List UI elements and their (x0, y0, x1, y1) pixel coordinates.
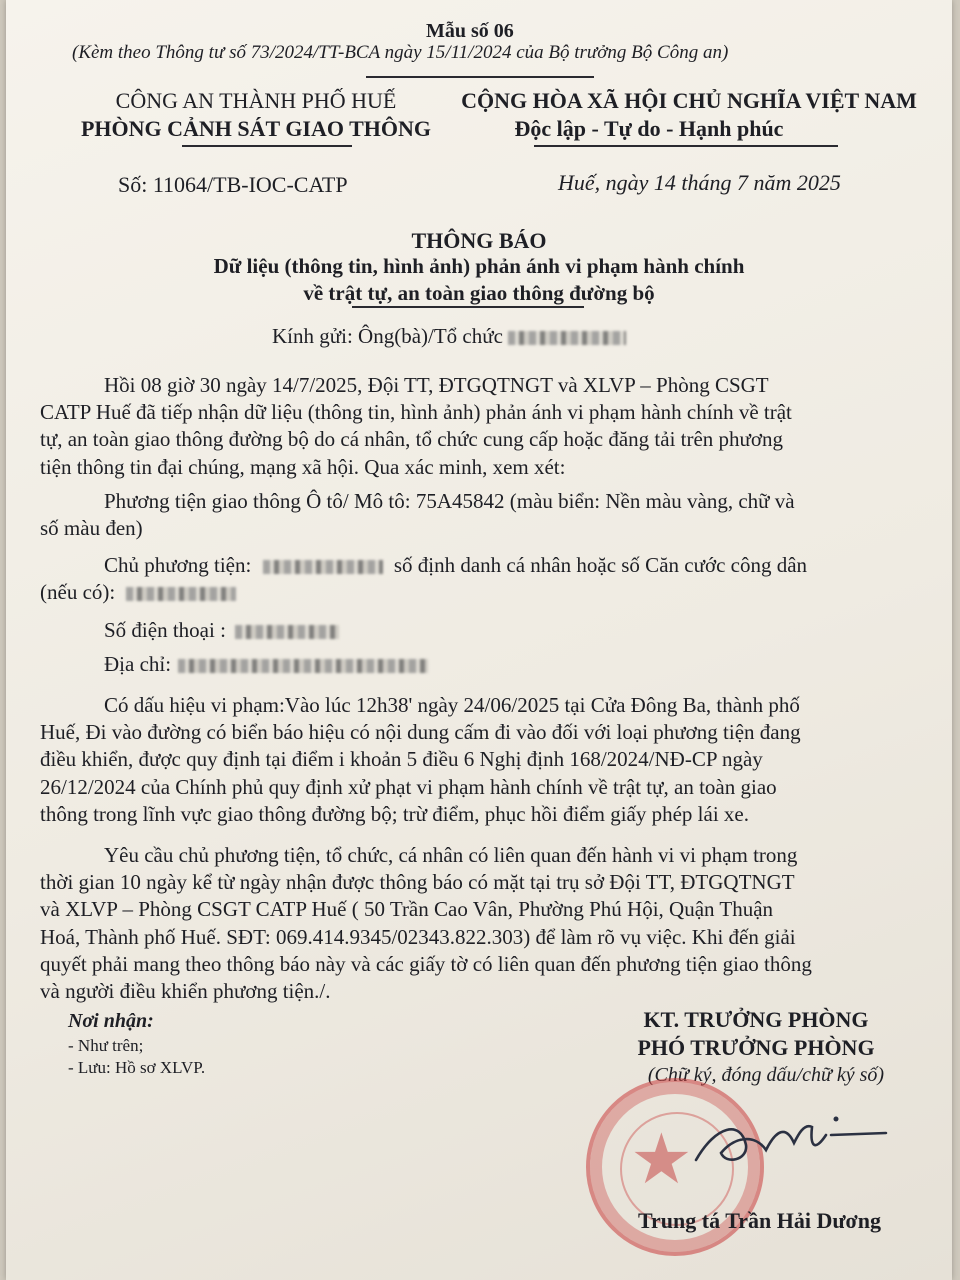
violation-line: Huế, Đi vào đường có biển báo hiệu có nội dung cấm đi vào đối với loại phương tiện đang (40, 720, 801, 745)
attached-note: (Kèm theo Thông tư số 73/2024/TT-BCA ngày 15/11/2024 của Bộ trưởng Bộ Công an) (72, 42, 729, 63)
intro-line: tiện thông tin đại chúng, mạng xã hội. Qua xác minh, xem xét: (40, 454, 566, 479)
document-page (6, 0, 952, 1280)
recipient-item: - Lưu: Hồ sơ XLVP. (68, 1058, 206, 1077)
header-divider (366, 76, 594, 78)
redacted-phone (235, 625, 339, 639)
title-underline (352, 306, 584, 308)
request-line: và người điều khiển phương tiện./. (40, 979, 331, 1004)
address-label: Địa chỉ: (104, 652, 172, 676)
violation-line: 26/12/2024 của Chính phủ quy định xử phạt vi phạm hành chính về trật tự, an toàn giao (40, 774, 777, 799)
place-date: Huế, ngày 14 tháng 7 năm 2025 (558, 170, 841, 195)
violation-paragraph (40, 692, 920, 828)
notice-title: THÔNG BÁO (411, 228, 547, 253)
nation-motto: Độc lập - Tự do - Hạnh phúc (514, 116, 784, 141)
request-line: thời gian 10 ngày kể từ ngày nhận được thông báo có mặt tại trụ sở Đội TT, ĐTGQTNGT (40, 870, 795, 895)
document-number: Số: 11064/TB-IOC-CATP (118, 172, 348, 197)
request-line: và XLVP – Phòng CSGT CATP Huế ( 50 Trần Cao Vân, Phường Phú Hội, Quận Thuận (40, 897, 774, 922)
signature-title-1: KT. TRƯỞNG PHÒNG (643, 1007, 869, 1032)
signer-name: Trung tá Trần Hải Dương (638, 1208, 881, 1233)
signature-note: (Chữ ký, đóng dấu/chữ ký số) (647, 1064, 885, 1086)
request-paragraph (40, 842, 930, 1005)
redacted-address (178, 659, 428, 673)
notice-subtitle-2: về trật tự, an toàn giao thông đường bộ (303, 281, 655, 305)
intro-line: tự, an toàn giao thông đường bộ do cá nhân, tổ chức cung cấp hoặc đăng tải trên phương (40, 427, 784, 452)
vehicle-line: Phương tiện giao thông Ô tô/ Mô tô: 75A45842 (màu biển: Nền màu vàng, chữ và (104, 489, 795, 513)
nation-title: CỘNG HÒA XÃ HỘI CHỦ NGHĨA VIỆT NAM (461, 88, 917, 113)
recipient-line (272, 324, 626, 349)
signature-title-2: PHÓ TRƯỞNG PHÒNG (637, 1035, 875, 1060)
redacted-id (126, 587, 236, 601)
redacted-owner (263, 560, 383, 574)
recipient-item: - Như trên; (68, 1036, 144, 1055)
owner-label: Chủ phương tiện: (104, 553, 252, 577)
address-line (104, 652, 428, 677)
request-line: quyết phải mang theo thông báo này và các giấy tờ có liên quan đến phương tiện giao thông (40, 951, 812, 976)
intro-line: Hồi 08 giờ 30 ngày 14/7/2025, Đội TT, ĐTGQTNGT và XLVP – Phòng CSGT (104, 373, 769, 397)
id-label-cont: (nếu có): (40, 580, 116, 604)
request-line: Hoá, Thành phố Huế. SĐT: 069.414.9345/02343.822.303) để làm rõ vụ việc. Khi đến giải (40, 924, 796, 949)
violation-line: thông trong lĩnh vực giao thông đường bộ; trừ điểm, phục hồi điểm giấy phép lái xe. (40, 801, 749, 826)
motto-underline (534, 145, 838, 147)
handwritten-signature (686, 1105, 896, 1185)
agency-underline (182, 145, 352, 147)
phone-line (104, 618, 339, 643)
recipient-label: Kính gửi: Ông(bà)/Tổ chức (272, 324, 503, 348)
notice-subtitle-1: Dữ liệu (thông tin, hình ảnh) phản ánh vi phạm hành chính (213, 254, 745, 278)
recipients-title: Nơi nhận: (68, 1010, 154, 1032)
id-label: số định danh cá nhân hoặc số Căn cước công dân (393, 553, 808, 577)
intro-line: CATP Huế đã tiếp nhận dữ liệu (thông tin, hình ảnh) phản ánh vi phạm hành chính về trật (40, 400, 792, 425)
violation-line: Có dấu hiệu vi phạm:Vào lúc 12h38' ngày 24/06/2025 tại Cửa Đông Ba, thành phố (104, 693, 800, 717)
form-number: Mẫu số 06 (426, 20, 514, 42)
id-line (40, 580, 236, 605)
owner-line (104, 553, 807, 578)
violation-line: điều khiển, được quy định tại điểm i khoản 5 điều 6 Nghị định 168/2024/NĐ-CP ngày (40, 747, 763, 772)
vehicle-line: số màu đen) (40, 516, 143, 541)
phone-label: Số điện thoại : (104, 618, 226, 642)
intro-paragraph (40, 372, 920, 481)
agency-department: PHÒNG CẢNH SÁT GIAO THÔNG (80, 116, 431, 141)
vehicle-paragraph (40, 488, 920, 542)
request-line: Yêu cầu chủ phương tiện, tổ chức, cá nhân có liên quan đến hành vi vi phạm trong (104, 843, 798, 867)
agency-name: CÔNG AN THÀNH PHỐ HUẾ (115, 88, 397, 113)
seal-star-icon: ★ (630, 1118, 693, 1200)
redacted-recipient (508, 331, 626, 345)
